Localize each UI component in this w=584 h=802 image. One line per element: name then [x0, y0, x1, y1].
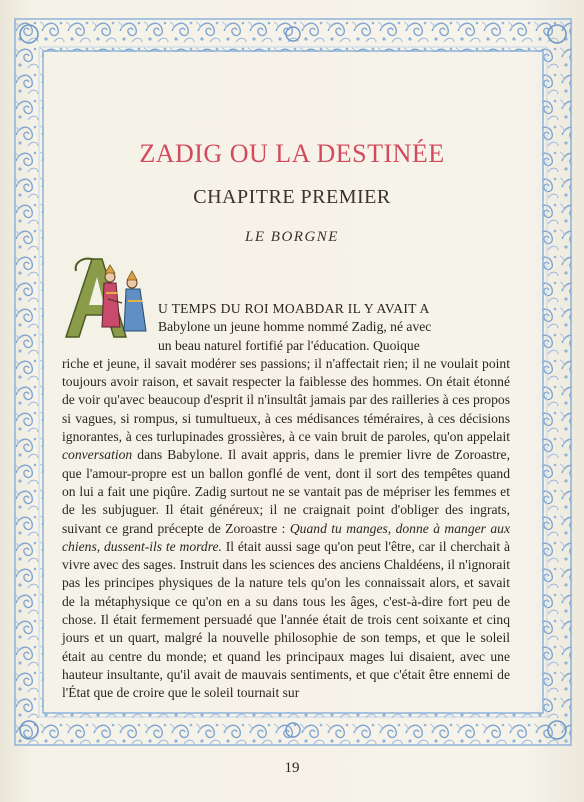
chapter-subtitle: LE BORGNE — [245, 229, 339, 245]
chapter-body — [62, 300, 510, 703]
line-3-text: un beau naturel fortifié par l'éducation. Quoique — [158, 337, 420, 353]
paragraph-text-a: riche et jeune, il savait modérer ses passions; il n'affectait rien; il ne voulait point toujours avoir raison, et savait respecter la faiblesse des hommes. On était étonné de voir qu'avec beaucoup d'esprit il n'insultât jamais par des railleries à ces propos si vagues, si rompus, si tumultueux, à ces médisances téméraires, à ces décisions ignorantes, à ces turlupinades grossières, à ce vain bruit de paroles, qu'on appelait — [62, 355, 510, 445]
italic-precept: Quand tu manges, donne à manger aux chiens, dussent-ils te mordre. — [62, 520, 510, 554]
paragraph-text-c: Il était aussi sage qu'on peut l'être, car il cherchait à vivre avec des sages. Instruit dans les sciences des anciens Chaldéens, il n'ignorait pas les principes physiques de la nature tels qu'on les connaissait alors, et savait de la métaphysique ce qu'on en a su dans tous les âges, c'est-à-dire fort peu de chose. Il était fermement persuadé que l'année était de trois cent soixante et cinq jours et un quart, malgré la nouvelle philosophie de son temps, et que le soleil était au centre du monde; et quand les principaux mages lui disaient, avec une hauteur insultante, qu'il avait de mauvais sentiments, et que c'était être ennemi de l'État que de croire que le soleil tournait sur — [62, 538, 510, 701]
page-number: 19 — [284, 760, 300, 776]
chapter-heading: CHAPITRE PREMIER — [193, 186, 391, 208]
paragraph-text-b: dans Babylone. Il avait appris, dans le premier livre de Zoroastre, que l'amour-propre est un ballon gonflé de vent, dont il sort des tempêtes quand on lui a fait une piqûre. Zadig surtout ne se vantait pas de mépriser les femmes et de les subjuguer. Il était généreux; il ne craignait point d'obliger des ingrats, suivant ce grand précepte de Zoroastre : — [62, 447, 510, 536]
italic-conversation: conversation — [62, 447, 138, 463]
line-2-text: Babylone un jeune homme nommé Zadig, né avec — [158, 319, 432, 335]
book-title: ZADIG OU LA DESTINÉE — [139, 139, 445, 168]
first-line-text: U TEMPS DU ROI MOABDAR IL Y AVAIT A — [158, 301, 430, 316]
